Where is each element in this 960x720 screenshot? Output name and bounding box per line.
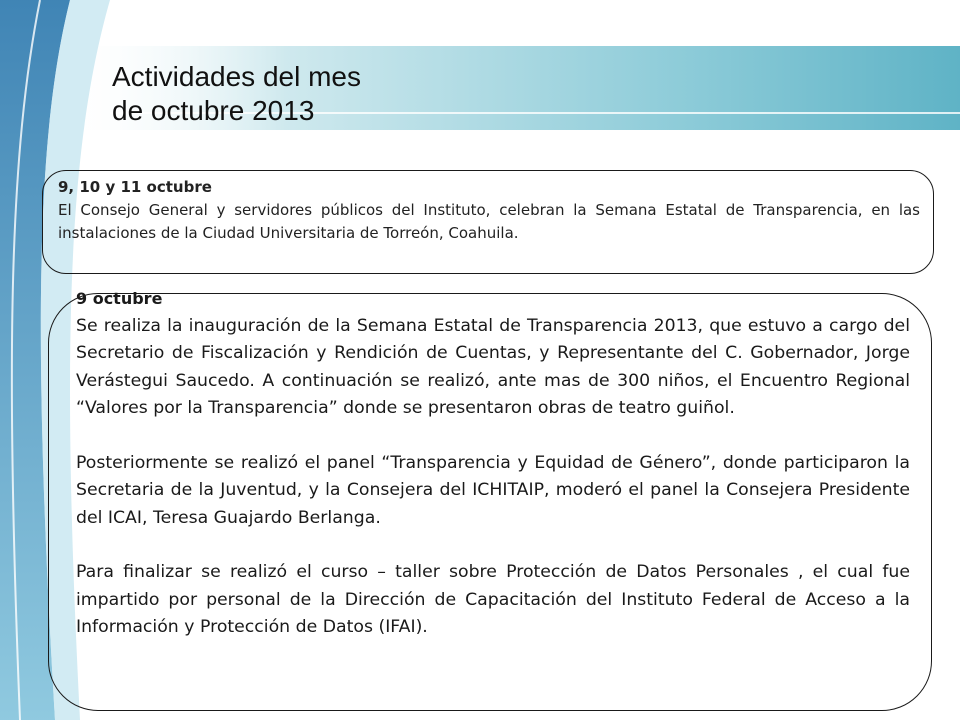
slide-title-line2: de octubre 2013 <box>112 95 315 126</box>
event1-content <box>58 176 920 245</box>
event2-date: 9 octubre <box>76 289 163 308</box>
event2-content <box>76 285 910 642</box>
event2-paragraph2: Posteriormente se realizó el panel “Transparencia y Equidad de Género”, donde participaron la Secretaria de la Juventud, y la Consejera del ICHITAIP, moderó el panel la Consejera Presidente del ICAI, Teresa Guajardo Berlanga. <box>76 452 910 528</box>
slide-title-line1: Actividades del mes <box>112 61 362 92</box>
event1-description: El Consejo General y servidores públicos del Instituto, celebran la Semana Estatal de Transparencia, en las instalaciones de la Ciudad Universitaria de Torreón, Coahuila. <box>58 201 920 242</box>
event2-paragraph1: Se realiza la inauguración de la Semana Estatal de Transparencia 2013, que estuvo a cargo del Secretario de Fiscalización y Rendición de Cuentas, y Representante del C. Gobernador, Jorge Verástegui Saucedo. A continuación se realizó, ante mas de 300 niños, el Encuentro Regional “Valores por la Transparencia” donde se presentaron obras de teatro guiñol. <box>76 315 910 418</box>
event2-paragraph3: Para finalizar se realizó el curso – taller sobre Protección de Datos Personales , el cual fue impartido por personal de la Dirección de Capacitación del Instituto Federal de Acceso a la Información y Protección de Datos (IFAI). <box>76 562 910 637</box>
event1-date: 9, 10 y 11 octubre <box>58 178 212 196</box>
slide-title <box>112 60 361 128</box>
